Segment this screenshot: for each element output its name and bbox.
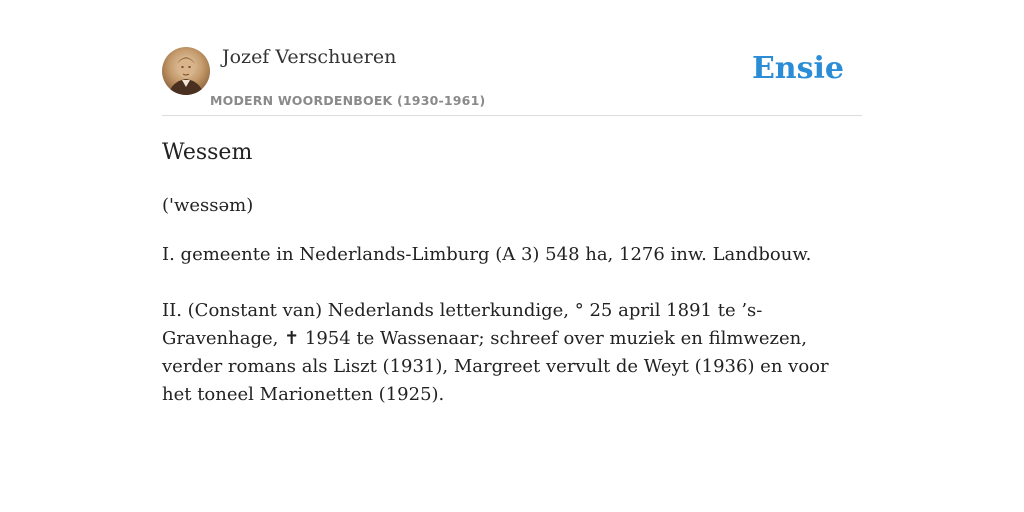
entry-body — [162, 241, 862, 437]
definition-2: II. (Constant van) Nederlands letterkundige, ° 25 april 1891 te ’s-Gravenhage, ✝ 1954 te Wassenaar; schreef over muziek en filmwezen, verder romans als Liszt (1931), Margreet vervult de Weyt (1936) en voor het toneel Marionetten (1925). — [162, 300, 829, 405]
definition-1: I. gemeente in Nederlands-Limburg (A 3) 548 ha, 1276 inw. Landbouw. — [162, 244, 812, 265]
author-avatar[interactable] — [162, 47, 210, 95]
brand-logo[interactable]: Ensie — [751, 51, 844, 86]
page-header — [162, 46, 862, 116]
entry-title: Wessem — [162, 140, 253, 165]
author-name[interactable]: Jozef Verschueren — [222, 46, 397, 68]
source-label[interactable]: MODERN WOORDENBOEK (1930-1961) — [210, 93, 486, 108]
entry-pronunciation: ('wessəm) — [162, 195, 254, 216]
